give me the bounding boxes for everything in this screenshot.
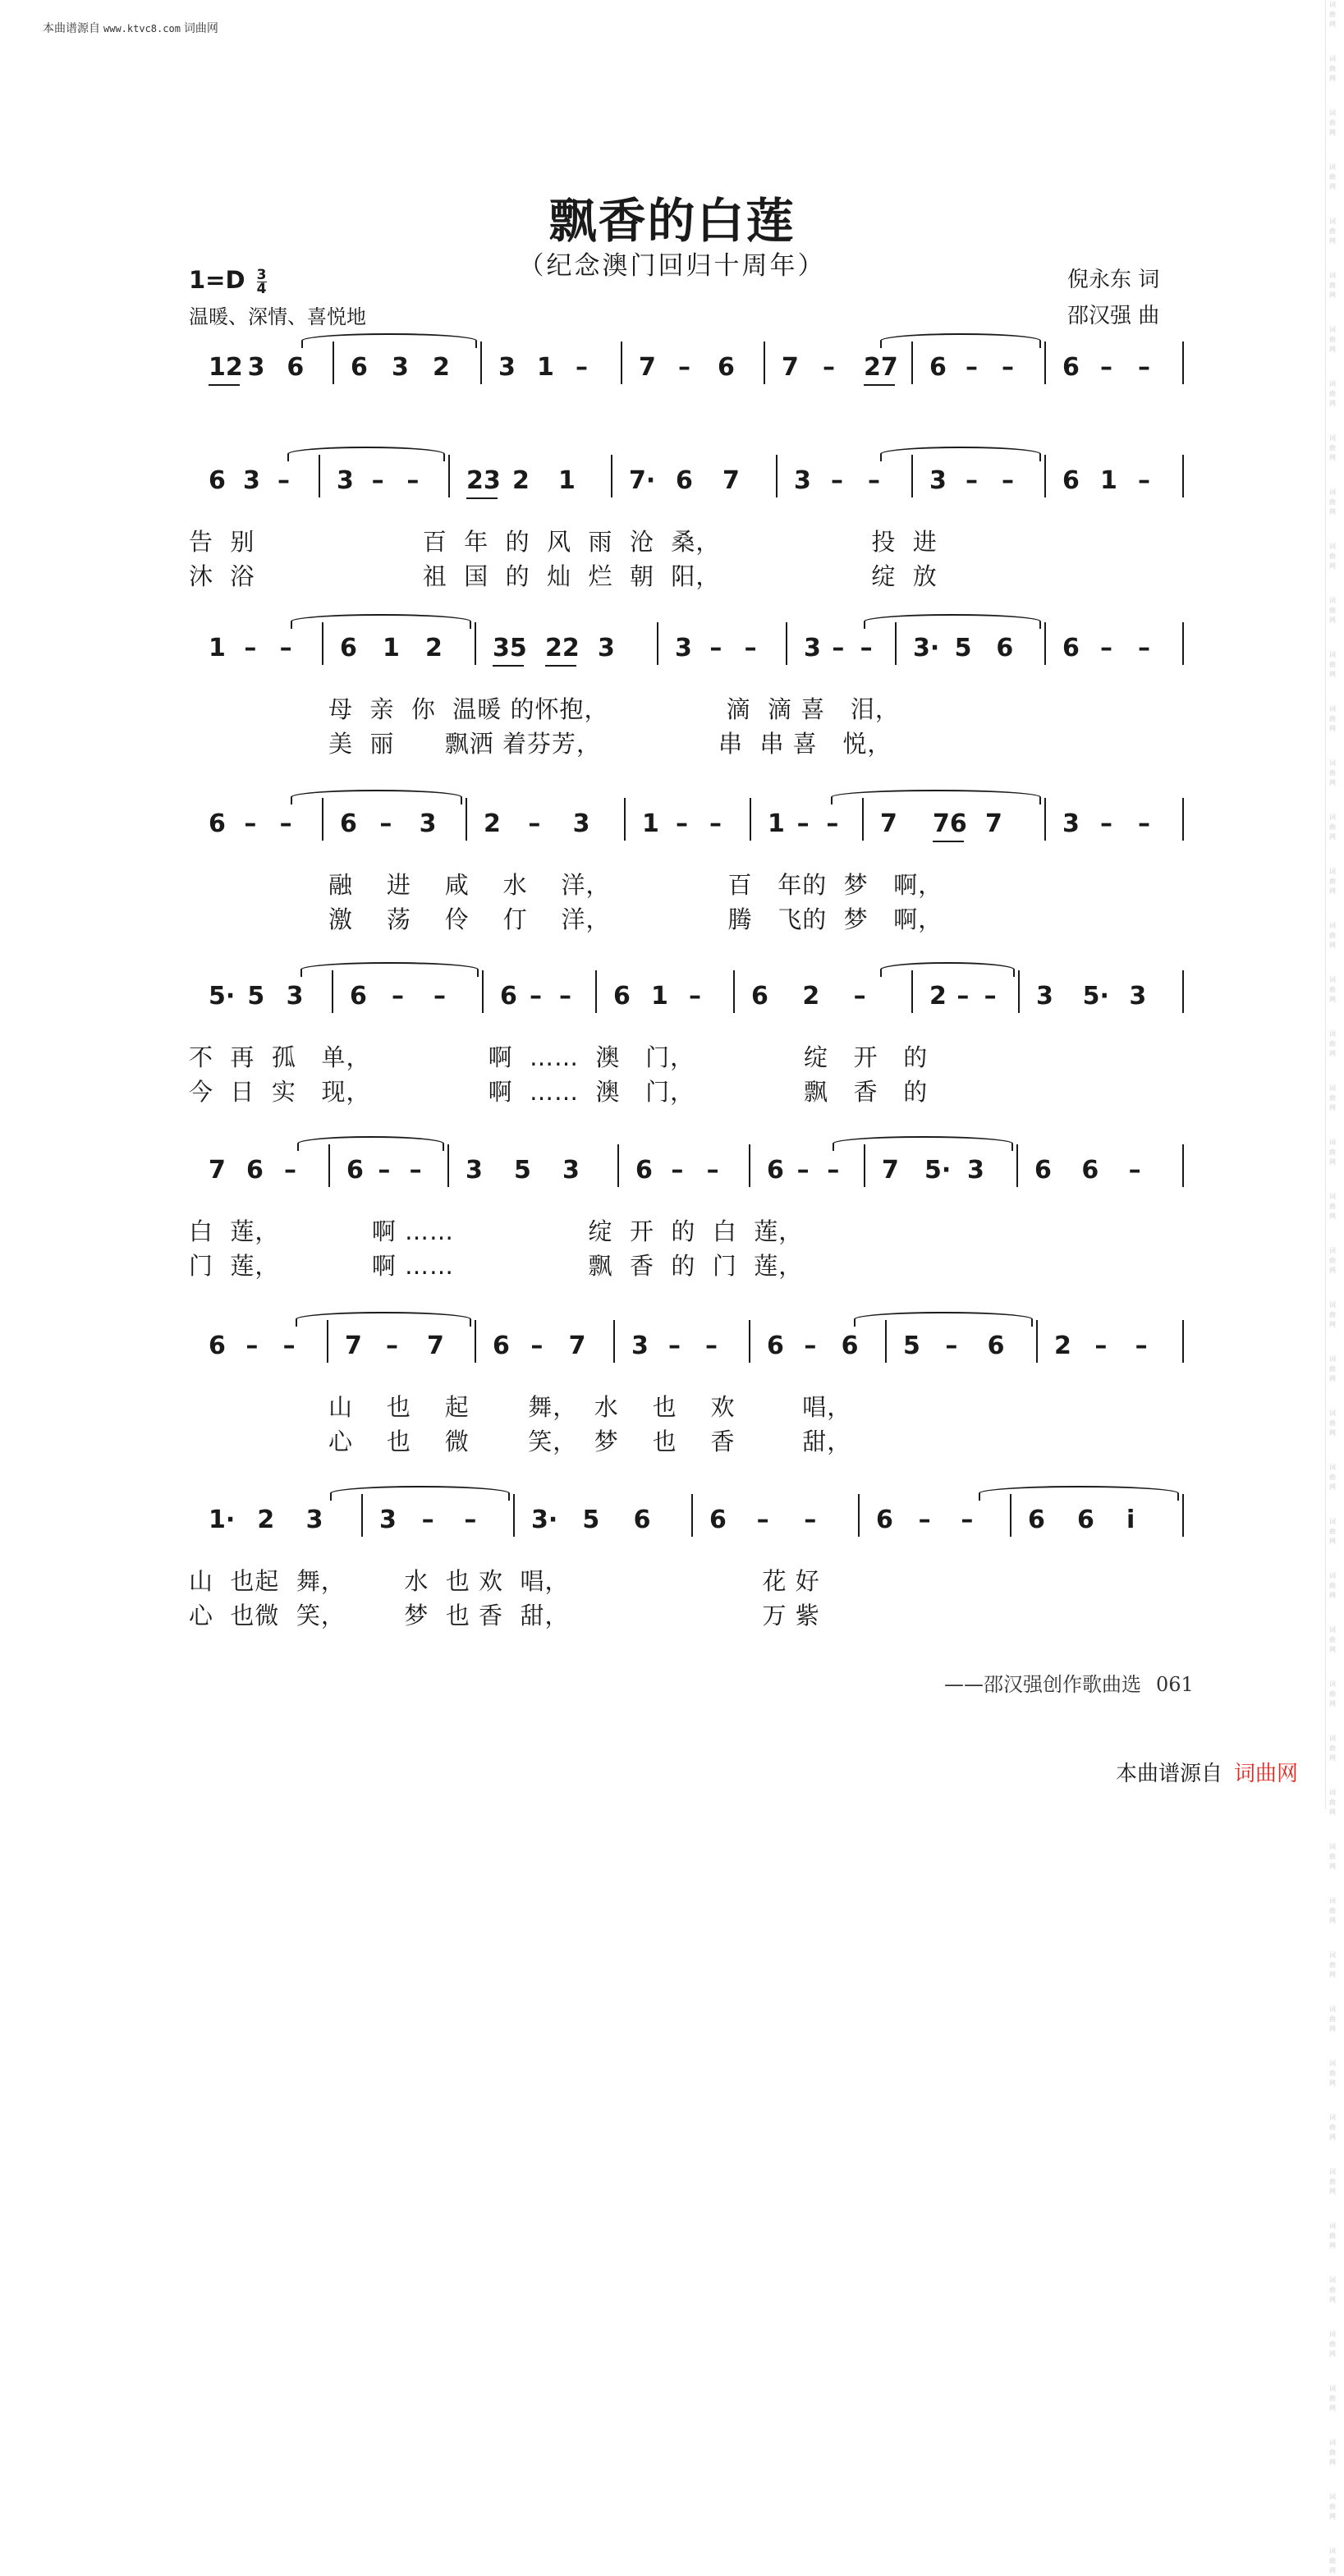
jianpu-note: – bbox=[831, 466, 843, 495]
jianpu-note: 6 bbox=[287, 353, 305, 382]
tie-arc bbox=[296, 1312, 471, 1327]
jianpu-note: – bbox=[1138, 466, 1150, 495]
bar-line bbox=[733, 970, 735, 1013]
jianpu-note: – bbox=[371, 466, 384, 495]
jianpu-note: 6 bbox=[1081, 1156, 1099, 1185]
jianpu-note: 3 bbox=[286, 982, 304, 1011]
jianpu-note: 6 bbox=[209, 1332, 226, 1360]
bar-line bbox=[613, 1320, 615, 1363]
jianpu-note: – bbox=[284, 1156, 296, 1185]
watermark-bottom-2: 词曲网 bbox=[1233, 1762, 1298, 1786]
jianpu-note: – bbox=[409, 1156, 422, 1185]
jianpu-note: 6 bbox=[209, 466, 226, 495]
jianpu-note: 1· bbox=[209, 1506, 236, 1534]
jianpu-note: – bbox=[282, 1332, 296, 1360]
eighth-underline bbox=[864, 384, 895, 386]
jianpu-note: – bbox=[1100, 634, 1112, 662]
bar-line bbox=[776, 455, 778, 497]
jianpu-note: 6 bbox=[350, 982, 367, 1011]
jianpu-note: – bbox=[406, 466, 420, 495]
jianpu-note: 6 bbox=[841, 1332, 859, 1360]
jianpu-note: 6 bbox=[1062, 353, 1080, 382]
jianpu-note: 6 bbox=[340, 809, 357, 838]
jianpu-note: 3 bbox=[804, 634, 821, 662]
footer-book: ——邵汉强创作歌曲选 bbox=[944, 1673, 1141, 1696]
jianpu-note: – bbox=[689, 982, 701, 1011]
lyric-verse-2: 心 也 微 笑， 梦 也 香 甜， bbox=[328, 1428, 852, 1455]
jianpu-note: 6 bbox=[1034, 1156, 1052, 1185]
jianpu-note: 22 bbox=[545, 634, 580, 662]
jianpu-note: 5· bbox=[924, 1156, 952, 1185]
jianpu-note: 3 bbox=[243, 466, 260, 495]
jianpu-note: – bbox=[1100, 353, 1112, 382]
watermark-top bbox=[43, 20, 218, 36]
jianpu-note: 6 bbox=[987, 1332, 1005, 1360]
composer-credit: 邵汉强 曲 bbox=[1067, 304, 1160, 328]
jianpu-note: – bbox=[278, 466, 290, 495]
bar-line bbox=[513, 1494, 515, 1537]
jianpu-note: – bbox=[966, 353, 978, 382]
jianpu-note: 6 bbox=[1028, 1506, 1045, 1534]
jianpu-note: 6 bbox=[246, 1156, 264, 1185]
jianpu-note: 76 bbox=[933, 809, 967, 838]
tie-arc bbox=[864, 614, 1041, 629]
jianpu-note: 6 bbox=[633, 1506, 651, 1534]
jianpu-note: – bbox=[796, 809, 810, 838]
jianpu-note: 1 bbox=[383, 634, 400, 662]
jianpu-note: 3 bbox=[379, 1506, 397, 1534]
bar-line bbox=[617, 1144, 619, 1187]
jianpu-note: – bbox=[918, 1506, 931, 1534]
jianpu-note: 6 bbox=[346, 1156, 364, 1185]
bar-line bbox=[482, 970, 484, 1013]
bar-line bbox=[624, 798, 626, 841]
jianpu-note: 6 bbox=[996, 634, 1014, 662]
jianpu-note: – bbox=[868, 466, 880, 495]
jianpu-note: 3 bbox=[572, 809, 590, 838]
lyric-verse-1: 山 也起 舞， 水 也 欢 唱， 花 好 bbox=[189, 1567, 820, 1595]
tie-arc bbox=[833, 1136, 1013, 1151]
bar-line bbox=[466, 798, 467, 841]
jianpu-note: – bbox=[668, 1332, 681, 1360]
jianpu-note: 12 bbox=[209, 353, 243, 382]
jianpu-note: 35 bbox=[493, 634, 527, 662]
jianpu-note: – bbox=[1002, 353, 1014, 382]
jianpu-note: 5· bbox=[1082, 982, 1109, 1011]
tie-arc bbox=[880, 962, 1015, 977]
jianpu-note: 6 bbox=[709, 1506, 727, 1534]
watermark-top-cn1: 本曲谱源自 bbox=[43, 22, 100, 35]
bar-line bbox=[611, 455, 612, 497]
jianpu-note: – bbox=[966, 466, 978, 495]
jianpu-note: – bbox=[832, 634, 845, 662]
jianpu-note: – bbox=[279, 634, 292, 662]
jianpu-note: – bbox=[796, 1156, 810, 1185]
jianpu-note: 2 bbox=[929, 982, 947, 1011]
jianpu-note: – bbox=[559, 982, 571, 1011]
bar-line bbox=[621, 341, 622, 384]
jianpu-note: 1 bbox=[209, 634, 226, 662]
jianpu-note: 3 bbox=[929, 466, 947, 495]
jianpu-note: 2 bbox=[1054, 1332, 1071, 1360]
jianpu-note: 2 bbox=[425, 634, 443, 662]
bar-line bbox=[447, 1144, 449, 1187]
jianpu-note: – bbox=[671, 1156, 684, 1185]
song-title: 飘香的白莲 bbox=[548, 193, 796, 249]
tie-arc bbox=[291, 790, 462, 804]
jianpu-note: 3 bbox=[337, 466, 354, 495]
bar-line bbox=[786, 622, 787, 665]
bar-line bbox=[1182, 970, 1184, 1013]
tempo-marking: 温暖、深情、喜悦地 bbox=[189, 305, 366, 328]
jianpu-note: 6 bbox=[340, 634, 357, 662]
jianpu-note: – bbox=[245, 1332, 259, 1360]
jianpu-note: 7· bbox=[629, 466, 656, 495]
jianpu-note: – bbox=[706, 1156, 719, 1185]
jianpu-note: 7 bbox=[639, 353, 656, 382]
jianpu-note: – bbox=[244, 809, 257, 838]
bar-line bbox=[1044, 455, 1046, 497]
bar-line bbox=[657, 622, 658, 665]
eighth-underline bbox=[545, 665, 576, 667]
jianpu-note: 6 bbox=[1062, 634, 1080, 662]
lyric-verse-2: 激 荡 伶 仃 洋， 腾 飞的 梦 啊， bbox=[328, 905, 943, 933]
jianpu-note: 7 bbox=[568, 1332, 586, 1360]
jianpu-note: 6 bbox=[1077, 1506, 1094, 1534]
key-signature bbox=[189, 266, 267, 296]
bar-line bbox=[750, 798, 751, 841]
jianpu-note: 7 bbox=[882, 1156, 899, 1185]
jianpu-note: – bbox=[1138, 634, 1150, 662]
tie-arc bbox=[880, 333, 1041, 348]
lyric-verse-2: 沐 浴 祖 国 的 灿 烂 朝 阳， 绽 放 bbox=[189, 562, 938, 590]
page-number: 061 bbox=[1156, 1673, 1194, 1696]
lyric-verse-1: 白 莲， 啊 …… 绽 开 的 白 莲， bbox=[189, 1217, 804, 1245]
time-signature bbox=[257, 268, 267, 296]
jianpu-note: 3 bbox=[392, 353, 409, 382]
jianpu-note: – bbox=[853, 982, 866, 1011]
lyricist-credit: 倪永东 词 bbox=[1067, 268, 1160, 292]
bar-line bbox=[1018, 970, 1020, 1013]
time-sig-top: 3 bbox=[256, 266, 267, 283]
jianpu-note: 6 bbox=[676, 466, 693, 495]
jianpu-note: – bbox=[827, 1156, 840, 1185]
jianpu-note: 7 bbox=[345, 1332, 362, 1360]
bar-line bbox=[595, 970, 597, 1013]
key-label: 1=D bbox=[189, 266, 245, 294]
jianpu-note: 5 bbox=[514, 1156, 531, 1185]
jianpu-note: 3 bbox=[1036, 982, 1053, 1011]
jianpu-note: 5 bbox=[247, 982, 265, 1011]
jianpu-note: – bbox=[433, 982, 446, 1011]
jianpu-note: – bbox=[528, 809, 541, 838]
jianpu-note: 3 bbox=[419, 809, 437, 838]
jianpu-note: 1 bbox=[537, 353, 554, 382]
watermark-bottom-1: 本曲谱源自 bbox=[1115, 1762, 1222, 1786]
bar-line bbox=[448, 455, 450, 497]
eighth-underline bbox=[493, 665, 524, 667]
jianpu-note: 5 bbox=[903, 1332, 920, 1360]
jianpu-note: 6 bbox=[613, 982, 631, 1011]
lyric-verse-1: 告 别 百 年 的 风 雨 沧 桑， 投 进 bbox=[189, 528, 938, 556]
jianpu-note: – bbox=[945, 1332, 958, 1360]
jianpu-note: – bbox=[709, 809, 722, 838]
side-watermark: 词曲网 词曲网 词曲网 词曲网 词曲网 词曲网 词曲网 词曲网 词曲网 词曲网 词曲网 词曲网 词曲网 词曲网 词曲网 词曲网 词曲网 词曲网 词曲网 词曲网 词曲网 词曲网 词曲网 词曲网 词曲网 词曲网 词曲网 词曲网 词曲网 词曲网 词曲网 词曲网 词曲网 词曲网 词曲网 词曲网 词曲网 词曲网 词曲网 词曲网 词曲网 词曲网 词曲网 词曲网 词曲网 词曲网 词曲网 词曲网 bbox=[1329, 1, 1336, 2574]
jianpu-note: – bbox=[1002, 466, 1014, 495]
jianpu-note: 6 bbox=[767, 1332, 784, 1360]
jianpu-note: 6 bbox=[493, 1332, 510, 1360]
jianpu-note: 3 bbox=[247, 353, 265, 382]
jianpu-note: – bbox=[676, 809, 688, 838]
jianpu-note: 3· bbox=[531, 1506, 558, 1534]
lyric-verse-2: 美 丽 飘洒 着芬芳， 串 串 喜 悦， bbox=[328, 730, 892, 758]
jianpu-note: – bbox=[421, 1506, 434, 1534]
jianpu-note: – bbox=[705, 1332, 718, 1360]
lyric-verse-1: 不 再 孤 单， 啊 …… 澳 门， 绽 开 的 bbox=[189, 1043, 929, 1071]
jianpu-note: – bbox=[392, 982, 404, 1011]
jianpu-note: i bbox=[1126, 1506, 1135, 1534]
bar-line bbox=[1036, 1320, 1038, 1363]
jianpu-note: – bbox=[530, 982, 542, 1011]
jianpu-note: 7 bbox=[880, 809, 897, 838]
jianpu-note: 1 bbox=[558, 466, 576, 495]
jianpu-note: 6 bbox=[351, 353, 368, 382]
jianpu-note: 7 bbox=[985, 809, 1002, 838]
lyric-verse-1: 母 亲 你 温暖 的怀抱， 滴 滴 喜 泪， bbox=[328, 695, 900, 723]
watermark-bottom bbox=[1116, 1757, 1298, 1787]
lyric-verse-2: 心 也微 笑， 梦 也 香 甜， 万 紫 bbox=[189, 1602, 820, 1629]
jianpu-note: 6 bbox=[209, 809, 226, 838]
jianpu-note: – bbox=[1138, 809, 1150, 838]
bar-line bbox=[1182, 1494, 1184, 1537]
jianpu-note: – bbox=[378, 1156, 391, 1185]
tie-arc bbox=[330, 1486, 510, 1501]
jianpu-note: 7 bbox=[722, 466, 740, 495]
jianpu-note: – bbox=[826, 809, 839, 838]
jianpu-note: 3 bbox=[675, 634, 692, 662]
bar-line bbox=[764, 341, 765, 384]
jianpu-note: – bbox=[804, 1332, 817, 1360]
bar-line bbox=[1182, 798, 1184, 841]
jianpu-note: 3 bbox=[498, 353, 516, 382]
jianpu-note: 6 bbox=[751, 982, 768, 1011]
jianpu-note: 3 bbox=[598, 634, 615, 662]
jianpu-note: – bbox=[1135, 1332, 1148, 1360]
jianpu-note: – bbox=[804, 1506, 817, 1534]
jianpu-note: 7 bbox=[427, 1332, 444, 1360]
bar-line bbox=[1016, 1144, 1018, 1187]
jianpu-note: – bbox=[678, 353, 690, 382]
jianpu-note: 3 bbox=[305, 1506, 323, 1534]
jianpu-note: 3 bbox=[1062, 809, 1080, 838]
jianpu-note: – bbox=[1128, 1156, 1141, 1185]
jianpu-note: – bbox=[386, 1332, 398, 1360]
jianpu-note: 5· bbox=[209, 982, 236, 1011]
jianpu-note: 6 bbox=[929, 353, 947, 382]
bar-line bbox=[691, 1494, 693, 1537]
lyric-verse-1: 山 也 起 舞， 水 也 欢 唱， bbox=[328, 1393, 852, 1421]
jianpu-note: 6 bbox=[1062, 466, 1080, 495]
jianpu-note: 3 bbox=[967, 1156, 984, 1185]
jianpu-note: 2 bbox=[802, 982, 820, 1011]
jianpu-note: 3· bbox=[913, 634, 940, 662]
eighth-underline bbox=[933, 841, 964, 842]
tie-arc bbox=[300, 962, 479, 977]
jianpu-note: 2 bbox=[512, 466, 530, 495]
jianpu-note: – bbox=[1100, 809, 1112, 838]
lyric-verse-2: 今 日 实 现， 啊 …… 澳 门， 飘 香 的 bbox=[189, 1078, 929, 1106]
song-subtitle: （纪念澳门回归十周年） bbox=[518, 251, 826, 281]
bar-line bbox=[480, 341, 482, 384]
jianpu-note: 6 bbox=[718, 353, 735, 382]
tie-arc bbox=[297, 1136, 444, 1151]
bar-line bbox=[1044, 622, 1046, 665]
jianpu-note: 2 bbox=[433, 353, 450, 382]
jianpu-note: – bbox=[379, 809, 392, 838]
jianpu-note: – bbox=[984, 982, 997, 1011]
bar-line bbox=[1182, 1320, 1184, 1363]
jianpu-note: 6 bbox=[876, 1506, 893, 1534]
jianpu-note: 3 bbox=[794, 466, 811, 495]
jianpu-note: 2 bbox=[257, 1506, 275, 1534]
jianpu-note: 5 bbox=[582, 1506, 600, 1534]
bar-line bbox=[749, 1320, 750, 1363]
jianpu-note: – bbox=[860, 634, 873, 662]
bar-line bbox=[475, 622, 476, 665]
jianpu-note: 23 bbox=[466, 466, 501, 495]
jianpu-note: 6 bbox=[500, 982, 517, 1011]
jianpu-note: 7 bbox=[209, 1156, 226, 1185]
jianpu-note: 3 bbox=[562, 1156, 580, 1185]
eighth-underline bbox=[466, 497, 498, 499]
jianpu-note: 1 bbox=[1100, 466, 1117, 495]
time-sig-bottom: 4 bbox=[256, 280, 267, 297]
jianpu-note: – bbox=[1094, 1332, 1108, 1360]
watermark-top-cn2: 词曲网 bbox=[183, 22, 218, 35]
bar-line bbox=[1182, 622, 1184, 665]
jianpu-note: – bbox=[823, 353, 835, 382]
jianpu-note: 1 bbox=[768, 809, 785, 838]
tie-arc bbox=[831, 790, 1041, 804]
tie-arc bbox=[287, 447, 445, 461]
jianpu-note: 6 bbox=[635, 1156, 653, 1185]
watermark-url: www.ktvc8.com bbox=[103, 23, 181, 34]
jianpu-note: 5 bbox=[954, 634, 972, 662]
eighth-underline bbox=[209, 384, 240, 386]
bar-line bbox=[749, 1144, 750, 1187]
tie-arc bbox=[880, 447, 1041, 461]
bar-line bbox=[475, 1320, 476, 1363]
tie-arc bbox=[291, 614, 471, 629]
jianpu-note: 27 bbox=[864, 353, 898, 382]
tie-arc bbox=[854, 1312, 1033, 1327]
jianpu-note: 6 bbox=[767, 1156, 784, 1185]
jianpu-note: – bbox=[956, 982, 970, 1011]
jianpu-note: 3 bbox=[631, 1332, 649, 1360]
bar-line bbox=[1044, 341, 1046, 384]
jianpu-note: 1 bbox=[642, 809, 659, 838]
lyric-verse-2: 门 莲， 啊 …… 飘 香 的 门 莲， bbox=[189, 1252, 804, 1280]
jianpu-note: 2 bbox=[484, 809, 501, 838]
jianpu-note: – bbox=[709, 634, 722, 662]
jianpu-note: – bbox=[464, 1506, 477, 1534]
tie-arc bbox=[979, 1486, 1179, 1501]
jianpu-note: 1 bbox=[651, 982, 668, 1011]
bar-line bbox=[1044, 798, 1046, 841]
jianpu-note: – bbox=[961, 1506, 974, 1534]
jianpu-note: – bbox=[279, 809, 292, 838]
tie-arc bbox=[301, 333, 477, 348]
jianpu-note: – bbox=[530, 1332, 544, 1360]
footer bbox=[944, 1668, 1194, 1697]
jianpu-note: – bbox=[744, 634, 757, 662]
bar-line bbox=[858, 1494, 860, 1537]
jianpu-note: – bbox=[756, 1506, 769, 1534]
jianpu-note: – bbox=[1138, 353, 1150, 382]
jianpu-note: – bbox=[244, 634, 257, 662]
bar-line bbox=[1182, 341, 1184, 384]
bar-line bbox=[1182, 455, 1184, 497]
lyric-verse-1: 融 进 咸 水 洋， 百 年的 梦 啊， bbox=[328, 871, 943, 899]
bar-line bbox=[1182, 1144, 1184, 1187]
jianpu-note: 3 bbox=[1129, 982, 1147, 1011]
jianpu-note: 7 bbox=[782, 353, 799, 382]
jianpu-note: 3 bbox=[466, 1156, 483, 1185]
jianpu-note: – bbox=[576, 353, 588, 382]
